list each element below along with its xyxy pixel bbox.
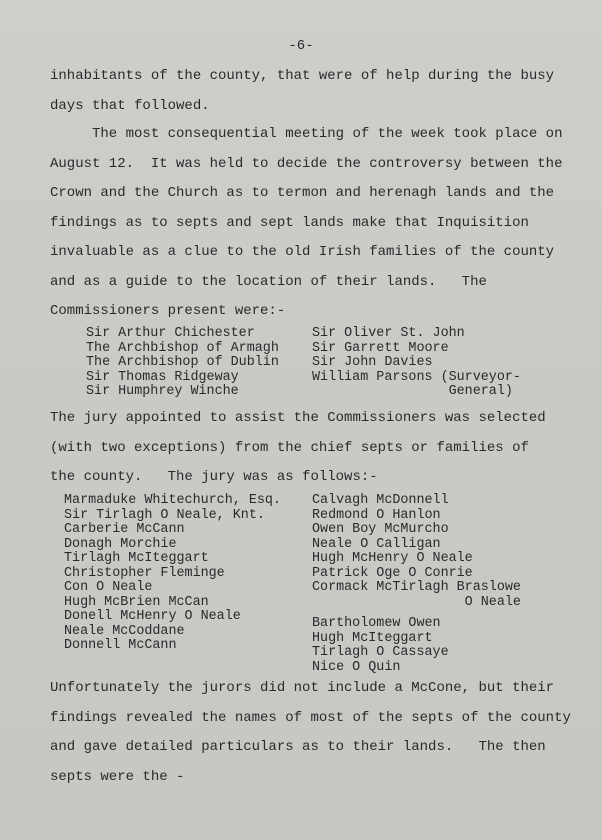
text-line: Crown and the Church as to termon and herenagh lands and the [50, 185, 555, 201]
text-line: and gave detailed particulars as to their lands. The then [50, 739, 546, 755]
list-item: Marmaduke Whitechurch, Esq. [64, 493, 281, 508]
list-item: Sir Arthur Chichester [86, 326, 255, 341]
paragraph-1 [50, 62, 590, 121]
list-item: Tirlagh O Cassaye [312, 645, 449, 660]
list-item: Donell McHenry O Neale [64, 609, 241, 624]
text-line: Commissioners present were:- [50, 303, 286, 319]
list-item: Calvagh McDonnell [312, 493, 449, 508]
list-item: The Archbishop of Dublin [86, 355, 279, 370]
list-item: Bartholomew Owen [312, 616, 441, 631]
list-item: Donagh Morchie [64, 536, 177, 552]
list-item: The Archbishop of Armagh [86, 340, 279, 356]
text-line: (with two exceptions) from the chief septs or families of [50, 439, 529, 456]
commissioners-list-left [86, 327, 279, 400]
text-line: inhabitants of the county, that were of help during the busy [50, 68, 555, 84]
list-item: Carberie McCann [64, 522, 185, 537]
paragraph-2 [50, 120, 590, 327]
list-item: Sir Tirlagh O Neale, Knt. [64, 507, 265, 523]
commissioners-list-right [312, 327, 521, 400]
list-item: Nice O Quin [312, 659, 401, 675]
text-line: the county. The jury was as follows:- [50, 469, 378, 485]
list-item: Redmond O Hanlon [312, 507, 441, 523]
list-item: William Parsons (Surveyor- [312, 369, 521, 385]
text-line: Unfortunately the jurors did not include a McCone, but their [50, 680, 555, 696]
list-item: Hugh McIteggart [312, 630, 433, 646]
jury-list-right [312, 494, 521, 675]
list-item: Tirlagh McIteggart [64, 551, 209, 566]
text-line: The most consequential meeting of the week took place on [50, 126, 563, 142]
list-item: Neale McCoddane [64, 623, 185, 639]
jury-list-left [64, 494, 281, 654]
list-item: Neale O Calligan [312, 536, 441, 552]
list-item: Owen Boy McMurcho [312, 522, 449, 537]
list-item: Sir Thomas Ridgeway [86, 369, 239, 385]
paragraph-3 [50, 404, 590, 493]
page-number: -6- [288, 38, 314, 54]
list-item: Patrick Oge O Conrie [312, 565, 473, 581]
text-line: findings as to septs and sept lands make that Inquisition [50, 214, 529, 231]
text-line: invaluable as a clue to the old Irish families of the county [50, 244, 555, 260]
text-line: August 12. It was held to decide the controversy between the [50, 155, 563, 172]
list-item: Christopher Fleminge [64, 565, 225, 581]
list-item: Sir Humphrey Winche [86, 384, 239, 399]
text-line: septs were the - [50, 768, 185, 785]
text-line: days that followed. [50, 97, 210, 114]
text-line: The jury appointed to assist the Commissioners was selected [50, 410, 546, 426]
paragraph-4 [50, 674, 590, 792]
list-item: Sir Garrett Moore [312, 340, 449, 356]
list-item: Hugh McHenry O Neale [312, 551, 473, 566]
list-item: Donnell McCann [64, 638, 177, 653]
list-item: Cormack McTirlagh Braslowe [312, 580, 521, 595]
list-item: Sir John Davies [312, 355, 433, 370]
list-item: Sir Oliver St. John [312, 326, 465, 341]
list-item: Con O Neale [64, 580, 153, 595]
list-item: O Neale [312, 594, 521, 610]
text-line: and as a guide to the location of their lands. The [50, 273, 487, 290]
list-item: Hugh McBrien McCan [64, 594, 209, 610]
list-item: General) [312, 384, 513, 399]
text-line: findings revealed the names of most of the septs of the county [50, 709, 571, 726]
